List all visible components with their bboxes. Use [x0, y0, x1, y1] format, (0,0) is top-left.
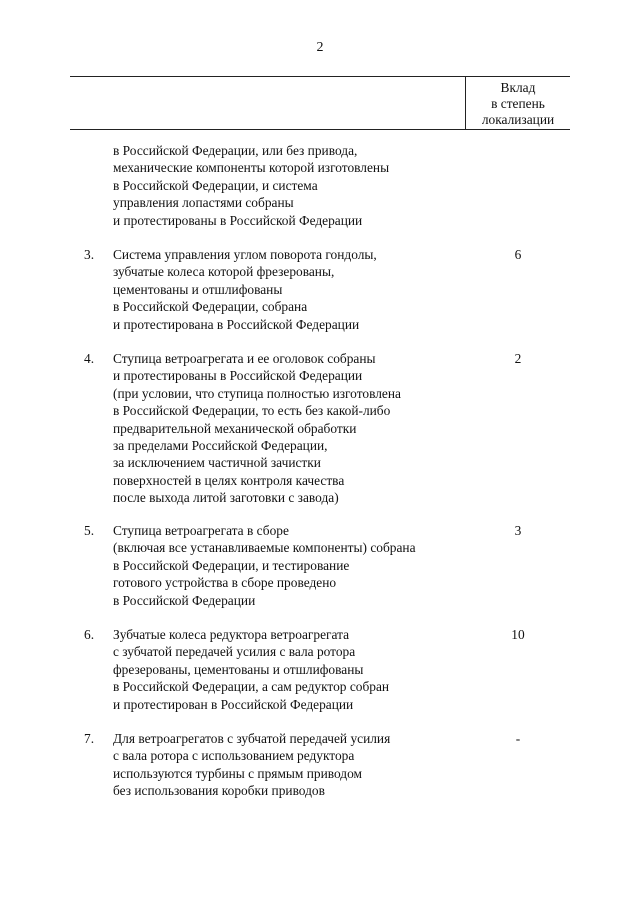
row-number: 5. [84, 523, 95, 538]
row-contribution-value: 6 [514, 247, 522, 262]
table-header [70, 76, 570, 130]
description-line: и протестированы в Российской Федерации [113, 368, 363, 384]
description-line: за пределами Российской Федерации, [113, 438, 328, 454]
description-line: (при условии, что ступица полностью изготовлена [113, 385, 401, 401]
description-line: Зубчатые колеса редуктора ветроагрегата [113, 627, 350, 642]
header-line: в степень [491, 96, 545, 111]
row-number: 7. [84, 731, 95, 746]
description-line: готового устройства в сборе проведено [113, 575, 337, 591]
description-line: механические компоненты которой изготовлены [113, 160, 390, 176]
description-line: в Российской Федерации, а сам редуктор собран [113, 679, 390, 695]
row-number: 4. [84, 351, 95, 366]
description-line: с зубчатой передачей усилия с вала ротора [113, 644, 356, 660]
description-line: за исключением частичной зачистки [113, 455, 321, 471]
description-line: и протестированы в Российской Федерации [113, 212, 363, 228]
description-line: управления лопастями собраны [113, 195, 294, 211]
row-contribution-value: 2 [514, 351, 522, 366]
description-line: в Российской Федерации, и тестирование [113, 557, 350, 573]
row-number: 6. [84, 627, 95, 642]
description-line: зубчатые колеса которой фрезерованы, [113, 264, 335, 280]
description-line: в Российской Федерации [113, 592, 256, 608]
description-line: в Российской Федерации, собрана [113, 299, 308, 315]
description-line: предварительной механической обработки [113, 420, 357, 436]
row-contribution-value: 10 [511, 627, 525, 642]
row-contribution-value: - [515, 731, 521, 746]
contribution-column-header [466, 80, 570, 128]
row-number: 3. [84, 247, 95, 262]
row-description [113, 730, 453, 800]
description-line: используются турбины с прямым приводом [113, 765, 363, 781]
description-line: Ступица ветроагрегата и ее оголовок собраны [113, 351, 376, 366]
row-description [113, 350, 453, 507]
description-line: и протестирована в Российской Федерации [113, 316, 360, 332]
description-line: без использования коробки приводов [113, 783, 325, 799]
description-line: в Российской Федерации, и система [113, 177, 318, 193]
row-contribution-value: 3 [514, 523, 522, 538]
description-line: поверхностей в целях контроля качества [113, 472, 345, 488]
description-line: фрезерованы, цементованы и отшлифованы [113, 661, 364, 677]
description-line: и протестирован в Российской Федерации [113, 696, 354, 712]
row-description [113, 522, 453, 609]
description-line: Для ветроагрегатов с зубчатой передачей усилия [113, 731, 391, 746]
description-line: после выхода литой заготовки с завода) [113, 490, 339, 506]
description-line: (включая все устанавливаемые компоненты) собрана [113, 540, 416, 556]
header-line: Вклад [500, 80, 536, 95]
description-line: цементованы и отшлифованы [113, 281, 283, 297]
header-line: локализации [481, 112, 555, 127]
description-line: с вала ротора с использованием редуктора [113, 748, 355, 764]
description-line: в Российской Федерации, или без привода, [113, 143, 358, 158]
description-line: в Российской Федерации, то есть без какой-либо [113, 403, 391, 419]
description-line: Система управления углом поворота гондолы, [113, 247, 377, 262]
row-description [113, 246, 453, 333]
description-line: Ступица ветроагрегата в сборе [113, 523, 289, 538]
page-number: 2 [316, 40, 324, 55]
row-description [113, 142, 453, 229]
row-description [113, 626, 453, 713]
